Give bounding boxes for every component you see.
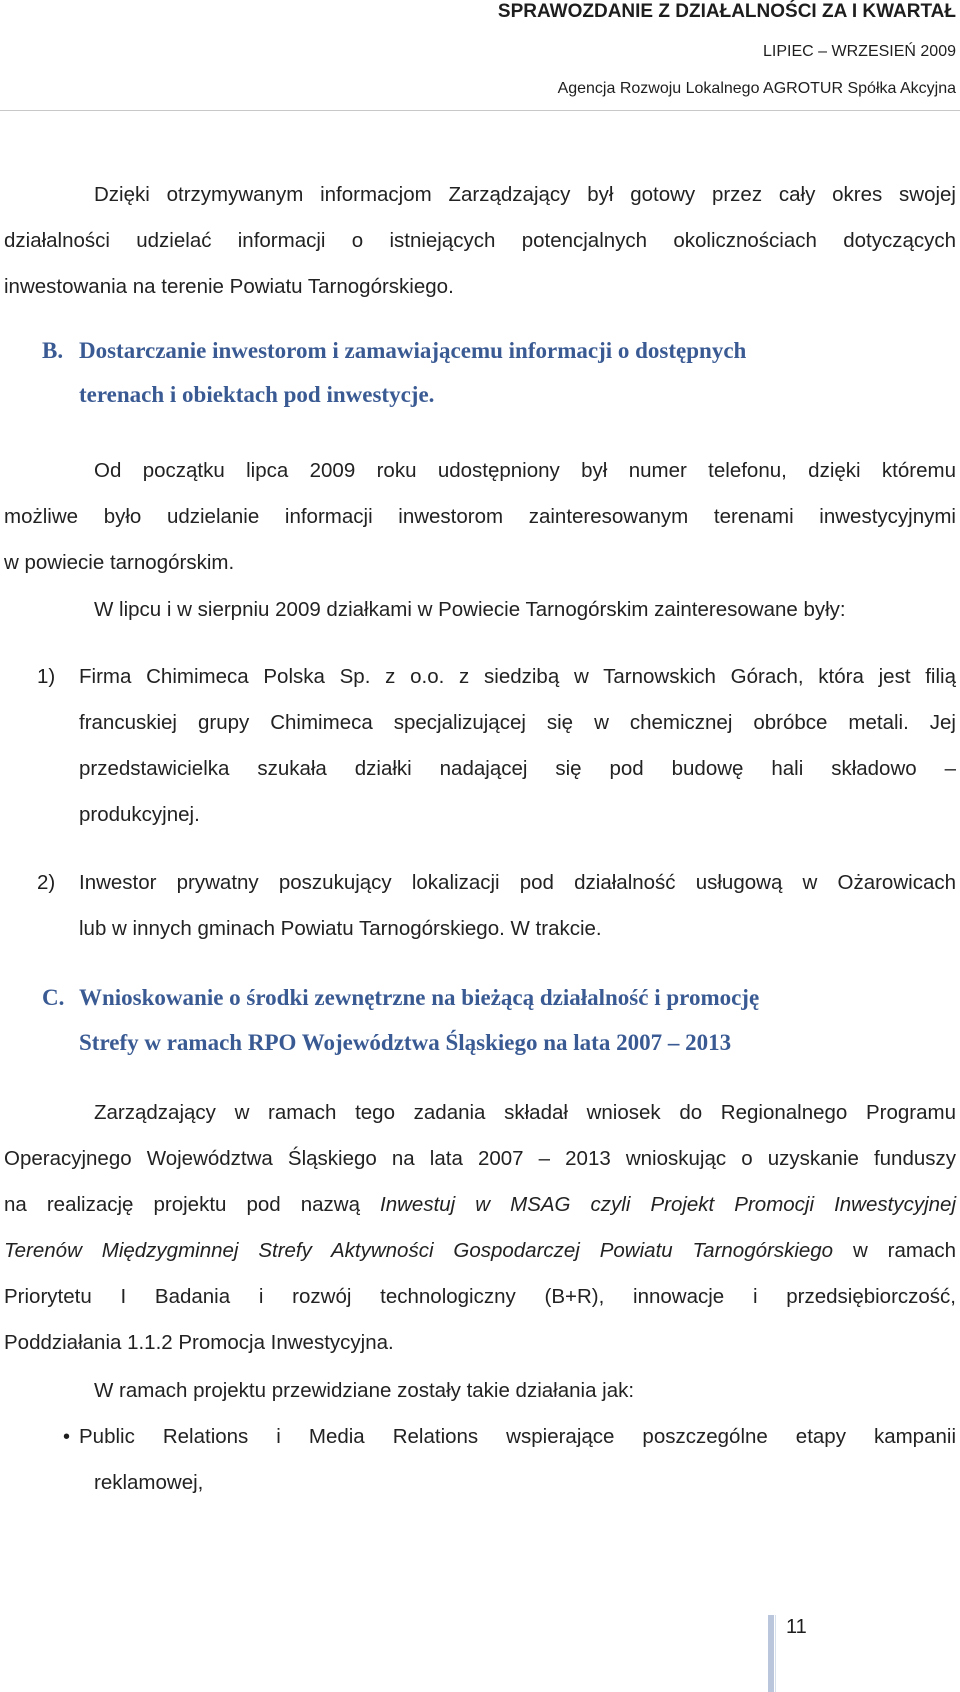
- paragraph-application: Zarządzający w ramach tego zadania składał wniosek do Regionalnego Programu Operacyjnego Województwa Śląskiego na lata 2007 – 2013 wnioskując o uzyskanie funduszy na realizację projektu pod nazwą Inwestuj w MSAG czyli Projekt Promocji Inwestycyjnej Terenów Międzygminnej Strefy Aktywności Gospodarczej Powiatu Tarnogórskiego w ramach Priorytetu I Badania i rozwój technologiczny (B+R), innowacje i przedsiębiorczość, Poddziałania 1.1.2 Promocja Inwestycyjna.: [4, 1101, 956, 1354]
- bullet-list-item: Public Relations i Media Relations wspierające poszczególne etapy kampanii reklamowej,: [79, 1425, 956, 1494]
- page-number-bar: [768, 1615, 774, 1692]
- page-number: 11: [786, 1616, 807, 1638]
- intro-paragraph: Dzięki otrzymywanym informacjom Zarządzający był gotowy przez cały okres swojej działalności udzielać informacji o istniejących potencjalnych okolicznościach dotyczących inwestowania na terenie Powiatu Tarnogórskiego.: [4, 183, 956, 298]
- paragraph-phone: Od początku lipca 2009 roku udostępniony był numer telefonu, dzięki któremu możliwe było udzielanie informacji inwestorom zainteresowanym terenami inwestycyjnymi w powiecie tarnogórskim.: [4, 459, 956, 574]
- project-name: Inwestuj w MSAG czyli Projekt Promocji Inwestycyjnej: [380, 1193, 956, 1216]
- page-number-bar-line: [775, 1615, 776, 1692]
- section-b-heading: B. Dostarczanie inwestorom i zamawiającemu informacji o dostępnych terenach i obiektach pod inwestycje.: [42, 338, 747, 407]
- list-number: 1): [37, 665, 56, 688]
- project-name-cont: Terenów Międzygminnej Strefy Aktywności Gospodarczej Powiatu Tarnogórskiego: [4, 1239, 834, 1262]
- list-item: Inwestor prywatny poszukujący lokalizacji pod działalność usługową w Ożarowicach lub w innych gminach Powiatu Tarnogórskiego. W trakcie.: [79, 871, 956, 940]
- page-header: [0, 0, 956, 99]
- paragraph-actions-intro: W ramach projektu przewidziane zostały takie działania jak:: [94, 1379, 635, 1402]
- report-title: SPRAWOZDANIE Z DZIAŁALNOŚCI ZA I KWARTAŁ: [497, 1, 956, 22]
- section-letter: C.: [42, 985, 65, 1010]
- section-letter: B.: [42, 338, 64, 363]
- list-item: Firma Chimimeca Polska Sp. z o.o. z siedzibą w Tarnowskich Górach, która jest filią francuskiej grupy Chimimeca specjalizującej się w chemicznej obróbce metali. Jej przedstawicielka szukała działki nadającej się pod budowę hali składowo – produkcyjnej.: [79, 665, 956, 826]
- paragraph-interested: W lipcu i w sierpniu 2009 działkami w Powiecie Tarnogórskim zainteresowane były:: [94, 598, 846, 621]
- header-divider: [0, 110, 960, 111]
- bullet-icon: •: [63, 1426, 71, 1448]
- list-number: 2): [37, 871, 56, 894]
- report-period: LIPIEC – WRZESIEŃ 2009: [763, 43, 956, 60]
- company-name: Agencja Rozwoju Lokalnego AGROTUR Spółka Akcyjna: [557, 80, 956, 97]
- section-c-heading: C. Wnioskowanie o środki zewnętrzne na bieżącą działalność i promocję Strefy w ramach RPO Województwa Śląskiego na lata 2007 – 2013: [42, 985, 760, 1055]
